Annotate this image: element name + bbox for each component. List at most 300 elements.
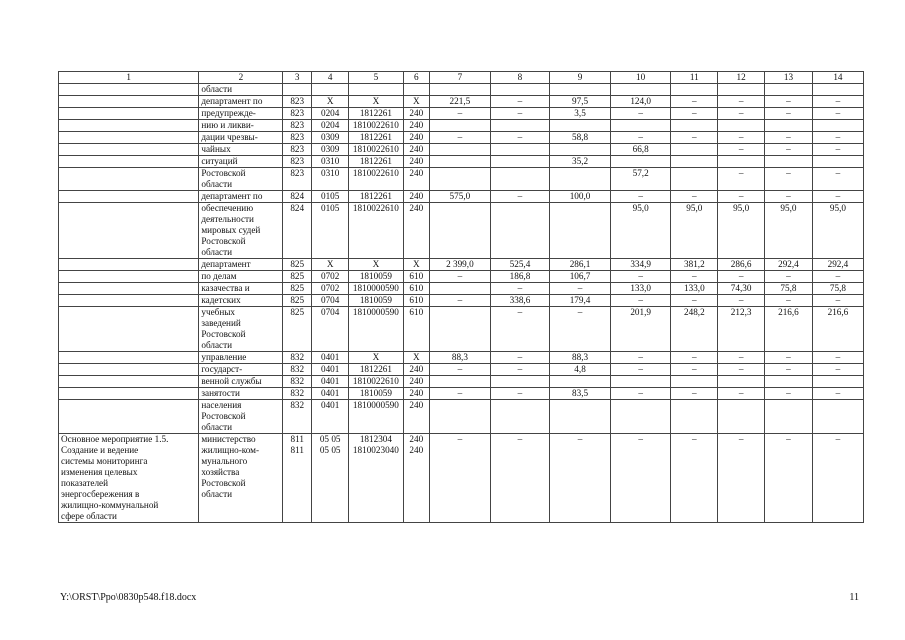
value-cell: 610	[403, 307, 430, 352]
value-cell: 0310	[312, 168, 349, 191]
value-cell: Х	[403, 96, 430, 108]
value-cell: –	[765, 168, 813, 191]
value-cell: –	[610, 271, 671, 283]
value-cell: –	[610, 132, 671, 144]
value-cell: 74,30	[718, 283, 765, 295]
value-cell: 3,5	[550, 108, 611, 120]
value-cell: 1810000590	[349, 400, 403, 434]
value-cell: 0702	[312, 271, 349, 283]
value-cell: –	[490, 364, 550, 376]
value-cell: –	[718, 191, 765, 203]
value-cell: 212,3	[718, 307, 765, 352]
value-cell: 292,4	[812, 259, 863, 271]
value-cell: 0401	[312, 376, 349, 388]
executor-cell: кадетских	[199, 295, 283, 307]
value-cell: 58,8	[550, 132, 611, 144]
value-cell: 0105	[312, 203, 349, 259]
value-cell: –	[671, 388, 718, 400]
activity-cell	[59, 144, 199, 156]
value-cell	[490, 168, 550, 191]
value-cell: –	[812, 295, 863, 307]
value-cell: 1810059	[349, 388, 403, 400]
value-cell: 1810022610	[349, 168, 403, 191]
value-cell: 824	[283, 203, 312, 259]
table-row	[59, 400, 864, 434]
value-cell	[812, 400, 863, 434]
value-cell	[610, 84, 671, 96]
value-cell	[610, 156, 671, 168]
value-cell: –	[490, 96, 550, 108]
value-cell: 97,5	[550, 96, 611, 108]
value-cell: –	[718, 388, 765, 400]
value-cell: –	[812, 271, 863, 283]
value-cell: 823	[283, 96, 312, 108]
value-cell: 75,8	[765, 283, 813, 295]
footer-file-path: Y:\ORST\Ppo\0830p548.f18.docx	[60, 592, 197, 603]
table-row	[59, 191, 864, 203]
value-cell	[430, 283, 491, 295]
value-cell: 292,4	[765, 259, 813, 271]
value-cell	[430, 307, 491, 352]
value-cell: 240	[403, 400, 430, 434]
value-cell: –	[812, 191, 863, 203]
executor-cell: учебных заведений Ростовской области	[199, 307, 283, 352]
table-row	[59, 144, 864, 156]
activity-cell	[59, 120, 199, 132]
header-cell: 14	[812, 72, 863, 84]
executor-cell: нию и ликви-	[199, 120, 283, 132]
value-cell: 525,4	[490, 259, 550, 271]
value-cell: 1810000590	[349, 307, 403, 352]
value-cell: 1810059	[349, 271, 403, 283]
value-cell: 1812261	[349, 191, 403, 203]
header-cell: 11	[671, 72, 718, 84]
value-cell: 823	[283, 120, 312, 132]
value-cell: –	[671, 191, 718, 203]
value-cell: –	[765, 132, 813, 144]
value-cell: 95,0	[765, 203, 813, 259]
value-cell: 824	[283, 191, 312, 203]
value-cell: 248,2	[671, 307, 718, 352]
value-cell: –	[765, 271, 813, 283]
executor-cell: государст-	[199, 364, 283, 376]
value-cell: 83,5	[550, 388, 611, 400]
value-cell: –	[610, 295, 671, 307]
value-cell: 286,1	[550, 259, 611, 271]
value-cell: Х	[403, 259, 430, 271]
value-cell: 95,0	[671, 203, 718, 259]
value-cell: 4,8	[550, 364, 611, 376]
value-cell: 832	[283, 364, 312, 376]
value-cell: –	[671, 271, 718, 283]
value-cell: –	[812, 144, 863, 156]
value-cell: –	[490, 132, 550, 144]
header-cell: 1	[59, 72, 199, 84]
value-cell: 133,0	[671, 283, 718, 295]
value-cell: 832	[283, 400, 312, 434]
value-cell	[765, 120, 813, 132]
value-cell: –	[490, 352, 550, 364]
value-cell: 610	[403, 283, 430, 295]
value-cell: –	[490, 434, 550, 523]
value-cell	[671, 400, 718, 434]
value-cell: –	[430, 364, 491, 376]
value-cell: –	[490, 108, 550, 120]
value-cell: –	[718, 271, 765, 283]
value-cell	[812, 156, 863, 168]
value-cell: –	[718, 352, 765, 364]
table-row	[59, 120, 864, 132]
activity-cell	[59, 108, 199, 120]
code-subvalue: 05 05	[319, 445, 341, 455]
activity-cell	[59, 283, 199, 295]
value-cell: –	[812, 364, 863, 376]
value-cell: 338,6	[490, 295, 550, 307]
activity-cell	[59, 307, 199, 352]
value-cell: 106,7	[550, 271, 611, 283]
value-cell	[610, 120, 671, 132]
value-cell	[671, 156, 718, 168]
value-cell	[490, 84, 550, 96]
value-cell: –	[765, 434, 813, 523]
value-cell: –	[765, 388, 813, 400]
value-cell: –	[812, 108, 863, 120]
value-cell: –	[490, 307, 550, 352]
activity-cell: Основное мероприятие 1.5. Создание и ведение системы мониторинга изменения целевых показателей энергосбережения в жилищно-коммунальной сфере области	[59, 434, 199, 523]
value-cell	[490, 400, 550, 434]
value-cell	[550, 168, 611, 191]
value-cell: –	[430, 434, 491, 523]
value-cell	[312, 84, 349, 96]
value-cell	[283, 84, 312, 96]
value-cell: 0704	[312, 295, 349, 307]
executor-cell: занятости	[199, 388, 283, 400]
executor-cell: чайных	[199, 144, 283, 156]
value-cell	[765, 400, 813, 434]
value-cell	[349, 84, 403, 96]
value-cell: 832	[283, 388, 312, 400]
executor-cell: по делам	[199, 271, 283, 283]
value-cell	[430, 144, 491, 156]
value-cell: 825	[283, 283, 312, 295]
value-cell	[671, 120, 718, 132]
value-cell: 1812261	[349, 364, 403, 376]
value-cell: 0105	[312, 191, 349, 203]
value-cell	[671, 84, 718, 96]
value-cell: –	[812, 352, 863, 364]
value-cell: –	[610, 191, 671, 203]
value-cell: 1810022610	[349, 376, 403, 388]
table-body	[59, 72, 864, 523]
table-row	[59, 388, 864, 400]
value-cell	[550, 376, 611, 388]
value-cell: 334,9	[610, 259, 671, 271]
value-cell: Х	[349, 352, 403, 364]
value-cell	[550, 400, 611, 434]
value-cell	[403, 84, 430, 96]
header-cell: 12	[718, 72, 765, 84]
value-cell: –	[765, 295, 813, 307]
value-cell: 240	[403, 156, 430, 168]
value-cell: 0204	[312, 108, 349, 120]
value-cell: 95,0	[718, 203, 765, 259]
value-cell: –	[490, 191, 550, 203]
value-cell: –	[550, 434, 611, 523]
value-cell	[765, 84, 813, 96]
value-cell	[718, 156, 765, 168]
value-cell: 240	[403, 132, 430, 144]
table-row	[59, 84, 864, 96]
value-cell: 240	[403, 108, 430, 120]
value-cell: –	[718, 108, 765, 120]
value-cell: 0702	[312, 283, 349, 295]
value-cell	[550, 203, 611, 259]
value-cell: –	[671, 108, 718, 120]
value-cell: 832	[283, 352, 312, 364]
value-cell: –	[718, 132, 765, 144]
table-row	[59, 376, 864, 388]
value-cell	[490, 156, 550, 168]
value-cell: 0401	[312, 352, 349, 364]
value-cell	[490, 376, 550, 388]
table-row	[59, 156, 864, 168]
value-cell	[430, 120, 491, 132]
value-cell: 216,6	[765, 307, 813, 352]
value-cell: 05 05 05 05	[312, 434, 349, 523]
activity-cell	[59, 295, 199, 307]
value-cell: 0309	[312, 132, 349, 144]
table-row	[59, 168, 864, 191]
table-row	[59, 352, 864, 364]
value-cell: 88,3	[550, 352, 611, 364]
value-cell: 240	[403, 376, 430, 388]
activity-cell	[59, 156, 199, 168]
value-cell	[812, 84, 863, 96]
executor-cell: венной службы	[199, 376, 283, 388]
value-cell: 240	[403, 191, 430, 203]
executor-cell: министерство жилищно-ком- мунального хозяйства Ростовской области	[199, 434, 283, 523]
value-cell: 88,3	[430, 352, 491, 364]
value-cell: 240	[403, 168, 430, 191]
value-cell	[430, 376, 491, 388]
value-cell: 95,0	[610, 203, 671, 259]
value-cell: Х	[312, 96, 349, 108]
header-row	[59, 72, 864, 84]
value-cell: –	[812, 96, 863, 108]
header-cell: 10	[610, 72, 671, 84]
value-cell: –	[610, 108, 671, 120]
page-number: 11	[849, 592, 859, 603]
value-cell: –	[718, 434, 765, 523]
table-row	[59, 434, 864, 523]
header-cell: 7	[430, 72, 491, 84]
value-cell	[550, 84, 611, 96]
activity-cell	[59, 84, 199, 96]
value-cell: 201,9	[610, 307, 671, 352]
value-cell: 0401	[312, 400, 349, 434]
value-cell	[550, 144, 611, 156]
value-cell: 1812304 1810023040	[349, 434, 403, 523]
value-cell: Х	[349, 96, 403, 108]
value-cell	[490, 203, 550, 259]
value-cell: –	[671, 295, 718, 307]
value-cell: 811 811	[283, 434, 312, 523]
value-cell: 179,4	[550, 295, 611, 307]
value-cell: –	[812, 388, 863, 400]
value-cell: –	[765, 191, 813, 203]
value-cell: –	[671, 434, 718, 523]
value-cell: –	[765, 144, 813, 156]
value-cell	[490, 120, 550, 132]
value-cell	[430, 203, 491, 259]
executor-cell: департамент	[199, 259, 283, 271]
value-cell: 825	[283, 259, 312, 271]
value-cell: 240	[403, 388, 430, 400]
value-cell: 286,6	[718, 259, 765, 271]
value-cell: 240	[403, 120, 430, 132]
value-cell: 575,0	[430, 191, 491, 203]
value-cell: 0704	[312, 307, 349, 352]
activity-cell	[59, 271, 199, 283]
value-cell: 216,6	[812, 307, 863, 352]
value-cell: –	[718, 295, 765, 307]
value-cell	[430, 168, 491, 191]
value-cell: 124,0	[610, 96, 671, 108]
activity-cell	[59, 352, 199, 364]
value-cell: 610	[403, 295, 430, 307]
value-cell: 1810059	[349, 295, 403, 307]
value-cell: 221,5	[430, 96, 491, 108]
value-cell	[430, 156, 491, 168]
value-cell: –	[610, 352, 671, 364]
table-row	[59, 295, 864, 307]
value-cell: –	[430, 108, 491, 120]
value-cell: –	[812, 132, 863, 144]
value-cell: 1812261	[349, 108, 403, 120]
activity-cell	[59, 364, 199, 376]
value-cell: –	[490, 283, 550, 295]
executor-cell: департамент по	[199, 96, 283, 108]
executor-cell: предупрежде-	[199, 108, 283, 120]
activity-cell	[59, 259, 199, 271]
value-cell: 0401	[312, 388, 349, 400]
value-cell: 1812261	[349, 132, 403, 144]
value-cell: –	[765, 108, 813, 120]
activity-cell	[59, 400, 199, 434]
code-subvalue: 811	[290, 445, 304, 455]
value-cell	[610, 400, 671, 434]
table-row	[59, 364, 864, 376]
header-cell: 8	[490, 72, 550, 84]
table-row	[59, 271, 864, 283]
value-cell	[718, 84, 765, 96]
value-cell: –	[550, 307, 611, 352]
value-cell: 823	[283, 156, 312, 168]
value-cell: –	[490, 388, 550, 400]
value-cell: –	[765, 364, 813, 376]
header-cell: 13	[765, 72, 813, 84]
value-cell: –	[718, 168, 765, 191]
value-cell: 240	[403, 203, 430, 259]
code-subvalue: 240	[409, 445, 424, 455]
table-row	[59, 259, 864, 271]
header-cell: 3	[283, 72, 312, 84]
header-cell: 5	[349, 72, 403, 84]
value-cell: 823	[283, 144, 312, 156]
value-cell: –	[812, 434, 863, 523]
value-cell: –	[550, 283, 611, 295]
value-cell: 0310	[312, 156, 349, 168]
value-cell: 0401	[312, 364, 349, 376]
table-row	[59, 108, 864, 120]
executor-cell: управление	[199, 352, 283, 364]
value-cell	[671, 168, 718, 191]
value-cell: 240	[403, 144, 430, 156]
value-cell: 610	[403, 271, 430, 283]
executor-cell: обеспечению деятельности мировых судей Ростовской области	[199, 203, 283, 259]
table-row	[59, 96, 864, 108]
header-cell: 6	[403, 72, 430, 84]
value-cell: 75,8	[812, 283, 863, 295]
value-cell: 100,0	[550, 191, 611, 203]
value-cell	[718, 120, 765, 132]
value-cell: 240	[403, 364, 430, 376]
value-cell: 825	[283, 271, 312, 283]
activity-cell	[59, 388, 199, 400]
value-cell: 1810000590	[349, 283, 403, 295]
value-cell	[430, 84, 491, 96]
activity-cell	[59, 191, 199, 203]
value-cell	[671, 376, 718, 388]
value-cell: 0309	[312, 144, 349, 156]
value-cell: 832	[283, 376, 312, 388]
value-cell: –	[430, 295, 491, 307]
value-cell: 823	[283, 132, 312, 144]
value-cell: 823	[283, 108, 312, 120]
table-row	[59, 203, 864, 259]
value-cell: –	[610, 388, 671, 400]
value-cell	[671, 144, 718, 156]
header-cell: 9	[550, 72, 611, 84]
value-cell: –	[610, 364, 671, 376]
value-cell: –	[671, 352, 718, 364]
value-cell: 57,2	[610, 168, 671, 191]
value-cell: –	[430, 388, 491, 400]
value-cell: 825	[283, 295, 312, 307]
value-cell: 823	[283, 168, 312, 191]
value-cell: –	[430, 132, 491, 144]
activity-cell	[59, 168, 199, 191]
value-cell: –	[430, 271, 491, 283]
value-cell: 1812261	[349, 156, 403, 168]
value-cell: Х	[312, 259, 349, 271]
value-cell: 381,2	[671, 259, 718, 271]
executor-cell: казачества и	[199, 283, 283, 295]
table-row	[59, 132, 864, 144]
value-cell	[765, 376, 813, 388]
value-cell: –	[765, 96, 813, 108]
value-cell: –	[812, 168, 863, 191]
value-cell: Х	[349, 259, 403, 271]
value-cell	[610, 376, 671, 388]
value-cell: 186,8	[490, 271, 550, 283]
value-cell: 133,0	[610, 283, 671, 295]
value-cell: 825	[283, 307, 312, 352]
value-cell: –	[671, 132, 718, 144]
executor-cell: Ростовской области	[199, 168, 283, 191]
header-cell: 4	[312, 72, 349, 84]
value-cell: –	[718, 364, 765, 376]
